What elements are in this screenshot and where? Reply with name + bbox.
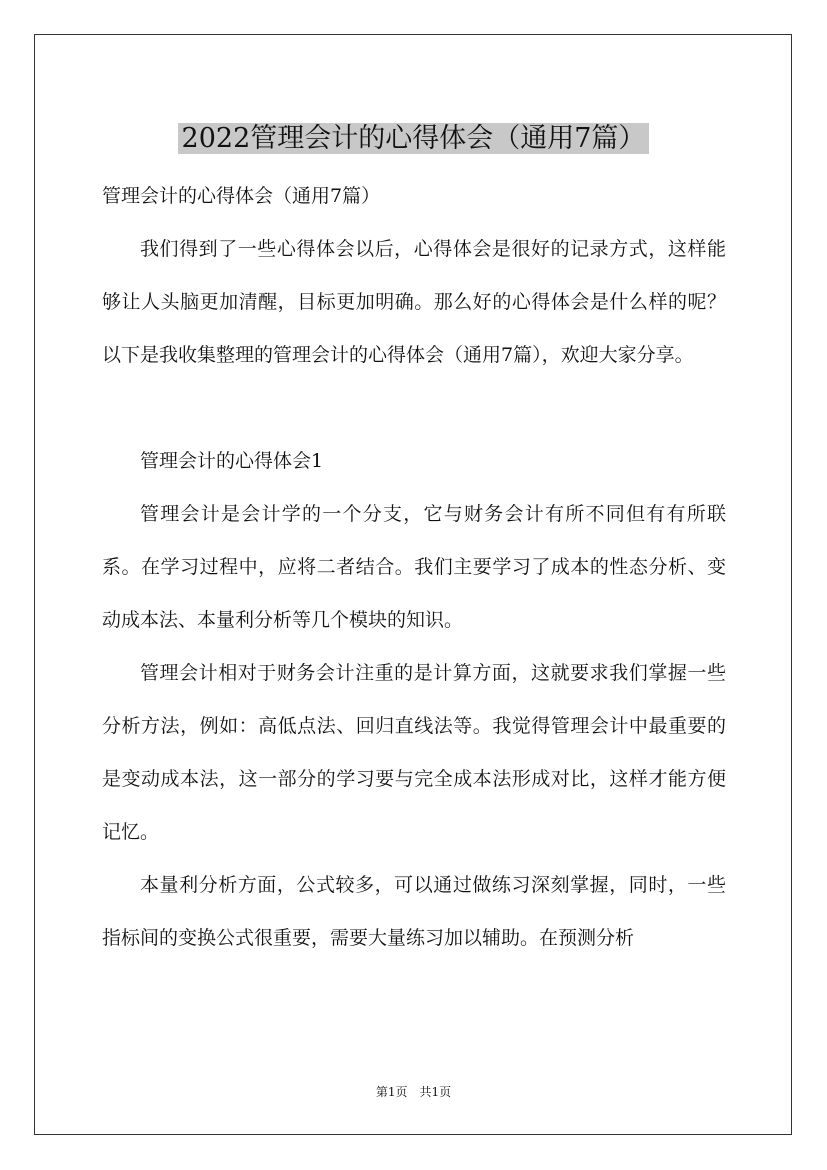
blank-line (102, 382, 726, 435)
document-body (102, 170, 726, 965)
page-footer: 第1页 共1页 (375, 1085, 452, 1099)
document-title-text: 2022管理会计的心得体会（通用7篇） (178, 123, 650, 154)
body-paragraph-1: 管理会计是会计学的一个分支，它与财务会计有所不同但有有所联系。在学习过程中，应将二者结合。我们主要学习了成本的性态分析、变动成本法、本量利分析等几个模块的知识。 (102, 503, 726, 631)
section-heading: 管理会计的心得体会1 (140, 450, 324, 472)
document-title (0, 118, 827, 160)
body-paragraph-2: 管理会计相对于财务会计注重的是计算方面，这就要求我们掌握一些分析方法，例如：高低点法、回归直线法等。我觉得管理会计中最重要的是变动成本法，这一部分的学习要与完全成本法形成对比，这样才能方便记忆。 (102, 662, 726, 843)
document-subtitle: 管理会计的心得体会（通用7篇） (102, 185, 381, 207)
body-paragraph-3: 本量利分析方面，公式较多，可以通过做练习深刻掌握，同时，一些指标间的变换公式很重要，需要大量练习加以辅助。在预测分析 (102, 874, 726, 949)
intro-paragraph: 我们得到了一些心得体会以后，心得体会是很好的记录方式，这样能够让人头脑更加清醒，目标更加明确。那么好的心得体会是什么样的呢？以下是我收集整理的管理会计的心得体会（通用7篇），欢迎大家分享。 (102, 238, 726, 366)
